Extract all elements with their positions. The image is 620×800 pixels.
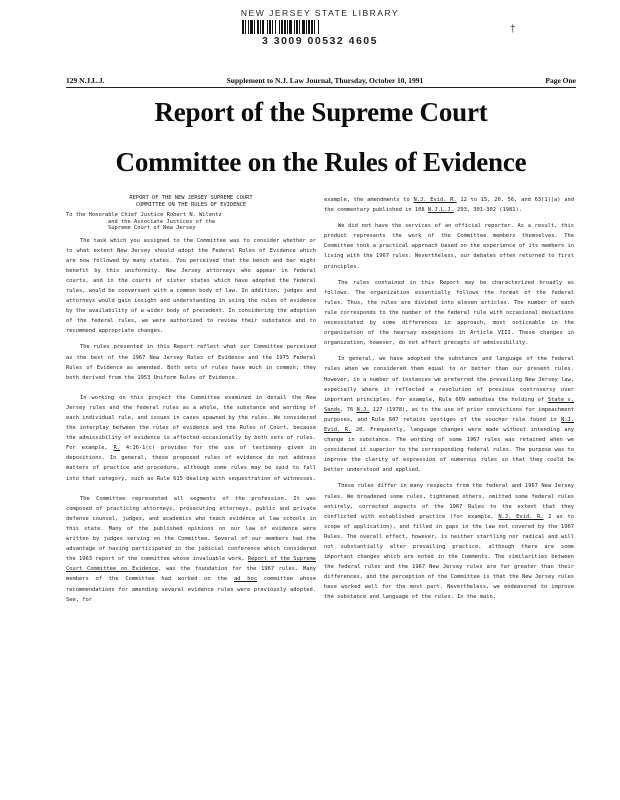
paragraph — [324, 481, 574, 602]
text-run: In working on this project the Committee examined in detail the New Jersey rules and the federal rules as a whole, the substance and wording of each individual rule, and issues in cases spawned by the rules. We considered the interplay between the rules of evidence and the Rules of Court, because the admissibility of evidence is affected occasionally by both sets of rules. For example, — [66, 394, 316, 452]
paragraph: We did not have the services of an official reporter. As a result, this product represents the work of the Committee members themselves. The Committee took a practical approach based on the experience of its members in living with the 1967 rules. Nevertheless, our debates often returned to first principles. — [324, 223, 574, 270]
barcode-bar — [267, 20, 268, 34]
text-run: , was the foundation for the 1967 rules. Many members of the Committee had worked on the — [66, 566, 316, 583]
barcode-bar — [279, 20, 280, 34]
barcode-bar — [318, 20, 319, 34]
barcode-bar — [260, 20, 261, 34]
barcode-number: 3 3009 00532 4605 — [261, 35, 378, 47]
paragraph — [324, 195, 574, 215]
paragraph: The rules presented in this Report reflect what our Committee perceived as the best of the 1967 New Jersey Rules of Evidence and the 1975 Federal Rules of Evidence as amended. Both sets of rules have much in common; they both derived from the 1953 Uniform Rules of Evidence. — [66, 344, 316, 381]
paragraph: The rules contained in this Report may be characterized broadly as follows. The organization essentially follows the format of the federal rules. Thus, the rules are divided into eleven articles. The number of each rule corresponds to the number of the federal rule with occasional deviations necessitated by some differences in approach, most noticeable in the organization of the hearsay exceptions in Article VIII. These changes in organization, however, do not affect precepts of admissibility. — [324, 279, 574, 347]
page-label: Page One — [545, 75, 576, 85]
barcode-bar — [314, 20, 315, 34]
text-run: example, the amendments to — [324, 197, 414, 203]
paragraph — [66, 494, 316, 605]
citation: ad hoc — [233, 576, 257, 583]
barcode-bar — [284, 20, 286, 34]
barcode-bar — [302, 20, 305, 34]
barcode-bar — [250, 20, 253, 34]
text-run: The Committee represented all segments of the profession. It was composed of practicing attorneys, prosecuting attorneys, public and private defense counsel, judges, and academics who teach evidence at law schools in this state. Many of the published opinions on our law of evidence were written by judges serving on the Committee. Several of our members had the advantage of having participated in the judicial conference which considered the 1963 report of the committee whose invaluable work, — [66, 495, 316, 563]
barcode-bar — [254, 20, 255, 34]
barcode-bar — [262, 20, 264, 34]
library-stamp — [222, 8, 418, 47]
text-run: These rules differ in many respects from the federal and 1967 New Jersey rules. We broadened some rules, tightened others, omitted some federal rules entirely, corrected aspects of the 1967 Rules to the extent that they conflicted with established practice (for example, — [324, 483, 574, 520]
paragraph: The task which you assigned to the Committee was to consider whether or to what extent New Jersey should adopt the Federal Rules of Evidence which are now followed by many states. You perceived that the bench and bar might benefit by this uniformity. New Jersey attorneys who appear in federal courts, and in the courts of sister states which have adopted the federal rules, would be conversant with a common body of law. In addition, judges and attorneys would gain insight and understanding in using the rules of evidence by the availability of a wider body of precedent. In considering the adoption of the federal rules, we were authorized to review their substance and to recommend appropriate changes. — [66, 237, 316, 335]
citation: N.J. Evid. R. — [413, 197, 457, 203]
barcode-bar — [311, 20, 313, 34]
barcode-bar — [289, 20, 292, 34]
text-run: 293, 301-302 (1981). — [453, 207, 522, 214]
address-line-2: and the Associate Justices of the — [108, 218, 216, 225]
masthead — [66, 74, 576, 86]
publication-line: Supplement to N.J. Law Journal, Thursday, October 10, 1991 — [226, 75, 424, 85]
left-column — [66, 195, 316, 611]
barcode-bar — [294, 20, 295, 34]
paragraph — [66, 393, 316, 484]
barcode-bar — [281, 20, 283, 34]
text-run: 2 as to scope of application), and filled in gaps in the law not covered by the 1967 Rules. The overall effect, however, is neither startling nor radical and will not substantially alter prevailing practice, although there are some important changes which are noted in the Comments. The similarities between the federal rules and the 1967 New Jersey rules are far greater than their differences, and the perception of the Committee is that the New Jersey rules have worked well for the most part. Nevertheless, we endeavored to improve the substance and language of the rules. In the main, — [324, 513, 574, 601]
title-line-2: Committee on the Rules of Evidence — [115, 147, 527, 177]
barcode-bar — [299, 20, 300, 34]
barcode-bar — [306, 20, 307, 34]
citation: N.J. Evid. R. — [324, 416, 574, 433]
library-name: NEW JERSEY STATE LIBRARY — [240, 8, 400, 18]
barcode-bar — [308, 20, 310, 34]
text-run: 127 (1978), as to the use of prior convictions for impeachment purposes, and Rule 607 retains vestiges of the voucher rule found in — [324, 406, 574, 423]
corner-mark: † — [510, 24, 516, 35]
barcode-bar — [275, 20, 276, 34]
barcode-bar — [272, 20, 273, 34]
address-block — [66, 212, 316, 232]
text-run: 4:16-1(c) provides for the use of testimony given in depositions. In general, these proposed rules of evidence do not address matters of practice and procedure, although some rules may be said to fall into that category, such as Rule 615 dealing with sequestration of witnesses. — [66, 445, 316, 482]
barcode-bar — [296, 20, 298, 34]
masthead-rule — [66, 87, 576, 88]
barcode-bar — [257, 20, 259, 34]
barcode-bar — [242, 20, 244, 34]
citation: N.J. Evid. R. — [498, 513, 544, 520]
address-line-3: Supreme Court of New Jersey — [108, 225, 196, 231]
volume-label: 129 N.J.L.J. — [66, 75, 105, 85]
barcode-bar — [287, 20, 288, 34]
citation: Report of the Supreme Court Committee on Evidence — [66, 556, 317, 573]
text-run: 20. Frequently, language changes were made without intending any change in substance. The wording of some 1967 rules was retained when we considered it superior to the corresponding federal rules. The purpose was to improve the clarity of expression of numerous rules so that they could be better understood and applied. — [324, 426, 574, 474]
address-line-1: To the Honorable Chief Justice Robert N. Wilentz — [66, 212, 222, 218]
text-run: 12 to 15, 20, 56, and 63(1)(a) and the commentary published in 108 — [324, 197, 574, 214]
text-run: , 76 — [340, 406, 357, 413]
barcode-bar — [248, 20, 249, 34]
citation: State v. Sands — [324, 396, 574, 413]
text-run: In general, we have adopted the substance and language of the federal rules when we considered them equal to or better than our present rules. However, in a number of instances we preferred the prevailing New Jersey law, especially where it reflected a resolution of previous controversy over important principles. For example, Rule 609 embodies the holding of — [324, 356, 574, 403]
title-line-1: Report of the Supreme Court — [154, 97, 488, 127]
citation: N.J. — [356, 406, 370, 413]
right-column — [324, 195, 574, 609]
citation: N.J.L.J. — [427, 207, 454, 214]
citation: R. — [113, 445, 121, 452]
report-heading-1: REPORT OF THE NEW JERSEY SUPREME COURT — [129, 195, 253, 201]
report-heading-2: COMMITTEE ON THE RULES OF EVIDENCE — [135, 201, 247, 208]
barcode-bar — [269, 20, 271, 34]
paragraph — [324, 354, 574, 475]
text-run: committee whose recommendations for amending several evidence rules were previously adopted. See, for — [66, 576, 316, 603]
barcode-bar — [245, 20, 246, 34]
barcode-icon — [240, 20, 400, 34]
